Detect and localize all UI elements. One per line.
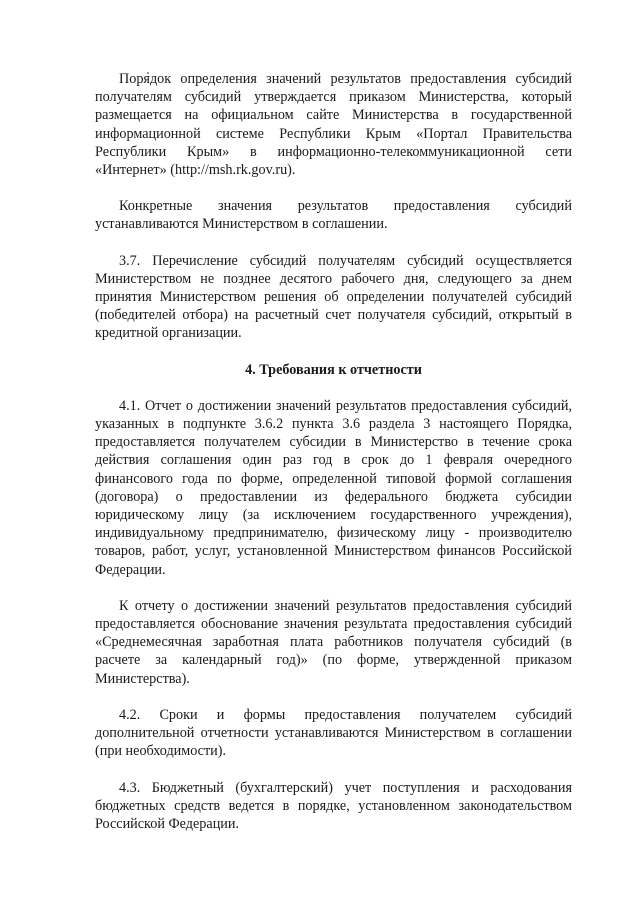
paragraph-4-3-accounting: 4.3. Бюджетный (бухгалтерский) учет поступления и расходования бюджетных средств ведется в порядке, установленном законодательством Российской Федерации. (95, 779, 572, 832)
paragraph-4-2-additional-reporting: 4.2. Сроки и формы предоставления получателем субсидий дополнительной отчетности устанавливаются Министерством в соглашении (при необходимости). (95, 706, 572, 760)
document-body (95, 70, 572, 851)
paragraph-specific-values: Конкретные значения результатов предоставления субсидий устанавливаются Министерством в соглашении. (95, 198, 572, 233)
paragraph-3-7-transfer: 3.7. Перечисление субсидий получателям субсидий осуществляется Министерством не позднее десятого рабочего дня, следующего за днем принятия Министерством решения об определении получателей субсидий (победителей отбора) на расчетный счет получателя субсидий, открытый в кредитной организации. (95, 252, 572, 342)
section-heading-reporting: 4. Требования к отчетности (245, 361, 422, 378)
paragraph-4-1-report: 4.1. Отчет о достижении значений результатов предоставления субсидий, указанных в подпункте 3.6.2 пункта 3.6 раздела 3 настоящего Порядка, предоставляется получателем субсидии в Министерство в течение срока действия соглашения один раз год в срок до 1 февраля очередного финансового года по форме, определенной типовой формой соглашения (договора) о предоставлении из федерального бюджета субсидии юридическому лицу (за исключением государственного учреждения), индивидуальному предпринимателю, физическому лицу - производителю товаров, работ, услуг, установленной Министерством финансов Российской Федерации. (95, 397, 572, 578)
paragraph-results-order: Порядок определения значений результатов предоставления субсидий получателям субсидий утверждается приказом Министерства, который размещается на официальном сайте Министерства в государственной информационной системе Республики Крым «Портал Правительства Республики Крым» в информационно-телекоммуникационной сети «Интернет» (http://msh.rk.gov.ru). (95, 71, 572, 179)
paragraph-report-justification: К отчету о достижении значений результатов предоставления субсидий предоставляется обоснование значения результата предоставления субсидий «Среднемесячная заработная плата работников получателя субсидий (в расчете за календарный год)» (по форме, утвержденной приказом Министерства). (95, 597, 572, 687)
